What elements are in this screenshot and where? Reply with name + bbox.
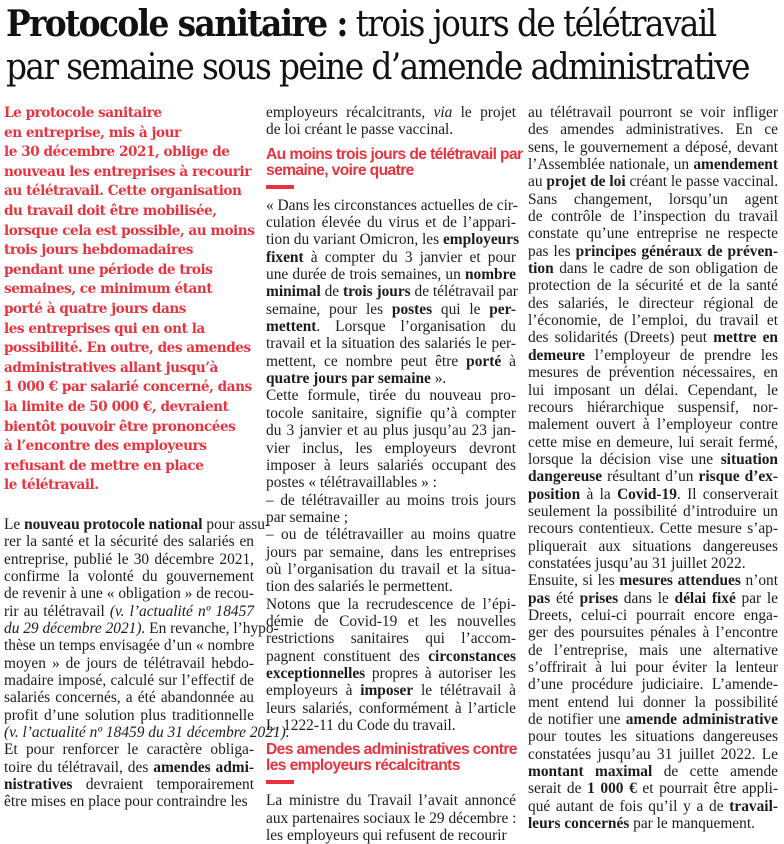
text: dans le cadre de son obligation de <box>553 260 778 278</box>
text: sens, le gouvernement a déposé, devant <box>528 138 778 156</box>
title-line-2: par semaine sous peine d’amende administrative <box>6 45 749 88</box>
text: vier inclus, les employeurs devront <box>266 439 516 457</box>
text: madaire imposé, calculé sur l’effectif de <box>4 671 254 689</box>
text: employeurs récalcitrants, <box>266 104 434 121</box>
text: profit d’une solution plus traditionnelle <box>4 706 254 724</box>
text: de cette amende <box>652 763 778 781</box>
text-line <box>528 451 778 468</box>
bold-text: minimal <box>266 283 321 301</box>
bold-text: amendes admi- <box>153 758 254 776</box>
text: et pourrait être appli- <box>636 780 778 798</box>
text-line <box>528 312 778 329</box>
bold-text: mesures attendues <box>619 572 741 590</box>
text-line <box>266 335 516 352</box>
bold-text: travail- <box>729 797 778 815</box>
text: rir au télétravail <box>4 602 110 620</box>
text-line <box>4 637 254 654</box>
text: malement ouvert à l’employeur contre <box>528 416 778 434</box>
text: l’économie, de l’emploi, du travail et <box>528 312 778 330</box>
text-line <box>4 533 254 550</box>
text-line <box>266 457 516 474</box>
bold-text: principes généraux de préven- <box>575 242 778 260</box>
text: pas les <box>528 242 576 260</box>
text-line: trois jours hebdomadaires <box>4 242 193 259</box>
text-line <box>528 260 778 277</box>
text-line <box>4 568 254 585</box>
text: démie de Covid-19 et les nouvelles <box>266 612 516 630</box>
bold-text: montant maximal <box>528 763 653 781</box>
text-line: la limite de 50 000 €, devraient <box>4 398 229 415</box>
column-1-body <box>4 515 290 811</box>
text-line <box>4 619 279 637</box>
text: dans le <box>618 589 675 607</box>
text: des amendes administratives. En ce <box>528 121 778 139</box>
text-line: 1 000 € par salarié concerné, dans <box>4 379 252 396</box>
text-line <box>4 741 254 758</box>
text-line <box>266 578 516 595</box>
column-2-middle <box>266 196 520 735</box>
text-line <box>266 544 516 561</box>
italic-text: (v. l’actualité nº 18457 <box>109 602 254 620</box>
bold-text: mettent <box>266 318 317 336</box>
text-line <box>266 104 516 121</box>
text: l’employeur de prendre les <box>585 346 778 364</box>
column-3 <box>528 104 778 832</box>
section-heading-2 <box>266 742 516 774</box>
text-line <box>528 780 778 797</box>
column-3-body <box>528 104 778 832</box>
bold-text: projet de loi <box>546 173 626 191</box>
bold-text: mettre en <box>713 329 778 347</box>
bold-text: quatre jours par semaine <box>266 370 431 388</box>
text-line <box>528 815 778 832</box>
text-line <box>4 707 254 724</box>
text-line <box>266 405 516 422</box>
bold-text: amendement <box>693 156 778 174</box>
text: ger des poursuites pénales à l’encontre <box>528 624 778 642</box>
text-line <box>266 526 516 543</box>
text: par le <box>735 589 778 607</box>
text-line <box>266 266 516 283</box>
text-line <box>266 561 516 578</box>
text: confirme la volonté du gouvernement <box>4 567 254 585</box>
text: créant le passe vaccinal. <box>625 173 779 191</box>
text: par le manquement. <box>629 815 755 833</box>
text-line: pendant une période de trois <box>4 261 213 278</box>
text-line <box>266 792 516 809</box>
text: où l’organisation du travail et la situa- <box>266 560 516 578</box>
text: . Il conserverait <box>676 485 778 503</box>
text-line <box>266 665 516 682</box>
text: de <box>320 283 343 301</box>
text-line: nouveau les entreprises à recourir <box>4 163 251 180</box>
text-line <box>4 585 254 602</box>
text: de revenir à une « obligation » de recou- <box>4 585 254 603</box>
text-line <box>4 689 254 706</box>
bold-text: situation <box>720 450 778 468</box>
text: entreprise, publié le 30 décembre 2021, <box>4 550 254 568</box>
bold-text: leurs concernés <box>528 815 630 833</box>
bold-text: trois jours <box>342 283 411 301</box>
bold-text: per- <box>489 300 516 318</box>
bold-text: pas <box>528 589 551 607</box>
lead-paragraph <box>4 104 254 496</box>
text-line <box>528 624 778 641</box>
text: ». <box>430 370 447 388</box>
text: Notons que la recrudescence de l’épi- <box>266 595 516 613</box>
text-line <box>528 225 778 242</box>
bold-text: nombre <box>464 266 516 284</box>
text-line <box>528 659 778 676</box>
text: s’offrirait à lui pour éviter la lenteur <box>528 659 778 676</box>
text-line <box>528 277 778 294</box>
text-line <box>528 416 778 433</box>
text-line <box>528 520 778 537</box>
text: culation élevée du virus et de l’appari- <box>266 214 516 232</box>
text: leurs salariés, conformément à l’article <box>266 699 516 717</box>
text: des solidarités (Dreets) peut <box>528 329 714 347</box>
text-line <box>4 551 254 568</box>
text: semaine, pour les <box>266 300 392 318</box>
text: salariés concernés, a été abandonnée au <box>4 689 254 707</box>
bold-text: employeurs <box>442 231 520 249</box>
text-line: Des amendes administratives contre <box>266 741 517 759</box>
text-line <box>4 776 254 793</box>
text: devraient temporairement <box>72 776 254 794</box>
text: le télétravail à <box>413 682 516 700</box>
text: Dreets, celui-ci pourrait encore enga- <box>528 606 778 624</box>
text-line: administratives allant jusqu’à <box>4 359 218 376</box>
text-line <box>4 672 254 689</box>
text-line <box>266 197 516 214</box>
text-line: les employeurs récalcitrants <box>266 757 460 775</box>
text: le projet <box>452 104 516 121</box>
text: pliquerait aux situations dangereuses <box>528 537 778 555</box>
text: pour assu- <box>202 515 271 533</box>
text-line <box>528 347 778 364</box>
italic-text: du 29 décembre 2021). <box>4 619 146 637</box>
text: toire du télétravail, des <box>4 758 154 776</box>
text: de l’entreprise, mais une alternative <box>528 641 778 659</box>
text: pagnent constituent des <box>266 647 429 665</box>
text: mettent, ce nombre peut être <box>266 352 467 370</box>
title-line-1 <box>6 2 782 45</box>
text-line <box>4 724 290 741</box>
text-line <box>528 676 778 693</box>
text-line <box>528 468 778 485</box>
text-line: au télétravail. Cette organisation <box>4 183 242 200</box>
text: de contrôle de l’inspection du travail <box>528 208 778 226</box>
text: une durée de trois semaines, un <box>266 266 465 284</box>
text-line <box>528 711 778 728</box>
column-2-top <box>266 104 516 139</box>
bold-text: imposer <box>360 682 414 700</box>
text-line: les entreprises qui en ont la <box>4 320 205 337</box>
text: serait de <box>528 780 588 798</box>
text: propres à autoriser les <box>365 664 516 682</box>
text: postes « télétravaillables » : <box>266 474 437 492</box>
text-line <box>528 329 778 346</box>
text-line <box>266 596 516 613</box>
text-line: le 30 décembre 2021, oblige de <box>4 144 230 161</box>
text-line <box>528 798 778 815</box>
text-line: Au moins trois jours de télétravail par <box>266 145 523 163</box>
text-line <box>528 121 778 138</box>
bold-text: prises <box>579 589 619 607</box>
text-line <box>528 607 778 624</box>
text: En revanche, l’hypo- <box>145 619 279 637</box>
text: au <box>528 173 547 191</box>
text-line <box>528 208 778 225</box>
text-line <box>266 682 516 699</box>
italic-text: via <box>433 104 453 121</box>
text: jours par semaine, dans les entreprises <box>266 543 516 561</box>
text: de loi créant le passe vaccinal. <box>266 121 454 139</box>
text: L. 1222-11 du Code du travail. <box>266 717 456 734</box>
text-line <box>528 382 778 399</box>
text-line <box>266 231 520 249</box>
bold-text: demeure <box>528 346 585 364</box>
text-line <box>266 121 516 138</box>
text-line <box>4 793 254 810</box>
italic-text: (v. l’actualité nº 18459 du 31 décembre 2021). <box>4 724 290 741</box>
text-line: du travail doit être mobilisée, <box>4 202 217 219</box>
text: recours hiérarchique suspensif, nor- <box>528 398 778 416</box>
text-line <box>528 156 778 173</box>
text: résultant d’un <box>602 468 699 486</box>
text: lorsque la décision vise une <box>528 450 721 468</box>
text-line: semaine, voire quatre <box>266 161 414 179</box>
text-line <box>266 387 516 404</box>
heading-underline-bar <box>266 780 294 784</box>
text: qué autant de fois qu’il y a de <box>528 797 730 815</box>
text-line <box>4 655 254 672</box>
text-line: semaines, ce minimum étant <box>4 281 213 298</box>
text-line <box>528 486 778 503</box>
text: à la <box>580 485 618 503</box>
bold-text: tion <box>528 260 554 278</box>
title-bold: Protocole sanitaire : <box>6 2 347 45</box>
text-line <box>528 364 778 381</box>
text: travail et la situation des salariés le per- <box>266 335 516 353</box>
text: de notifier une <box>528 711 626 729</box>
text: employeurs à <box>266 682 361 700</box>
text-line: possibilité. En outre, des amendes <box>4 340 251 357</box>
text: par semaine ; <box>266 508 349 526</box>
text: être mises en place pour contraindre les <box>4 793 248 811</box>
text-line <box>528 104 778 121</box>
text-line <box>528 746 778 763</box>
text: lui imposant un délai. Cependant, le <box>528 381 778 399</box>
text-line: bientôt pouvoir être prononcées <box>4 418 236 435</box>
text: protection de la sécurité et de la santé <box>528 277 778 295</box>
text-line: refusant de mettre en place <box>4 457 204 474</box>
text: les employeurs qui refusent de recourir <box>266 827 507 844</box>
bold-text: 1 000 € <box>587 780 637 798</box>
text: qui le <box>432 300 490 318</box>
text-line <box>528 728 778 745</box>
text-line <box>4 603 254 620</box>
text-line <box>266 810 516 827</box>
text: rer la santé et la sécurité des salariés en <box>4 533 254 551</box>
text: – ou de télétravailler au moins quatre <box>266 526 516 544</box>
heading-underline-bar <box>266 185 294 189</box>
column-2 <box>266 104 523 844</box>
text-line <box>266 630 516 647</box>
text-line <box>4 515 271 533</box>
text: La ministre du Travail l’avait annoncé <box>266 792 516 810</box>
section-heading-1 <box>266 145 523 179</box>
text-line <box>266 648 516 665</box>
text: ment entend lui donner la possibilité <box>528 693 778 711</box>
text-line <box>266 370 516 387</box>
text: de télétravail par <box>410 283 518 301</box>
text-line <box>528 590 778 607</box>
text-line <box>266 717 516 734</box>
bold-text: porté <box>466 352 502 370</box>
text: constate qu’une entreprise ne respecte <box>528 225 778 243</box>
text: pour toutes les situations dangereuses <box>528 728 778 746</box>
text-line <box>266 318 516 335</box>
text-line <box>266 283 516 300</box>
text-line <box>266 827 516 844</box>
text-line <box>528 295 778 312</box>
text-line <box>266 509 516 526</box>
bold-text: nistratives <box>4 776 73 794</box>
text-line <box>528 173 778 190</box>
text: des salariés, le directeur régional de <box>528 294 778 312</box>
text-line <box>4 759 254 776</box>
text-line <box>528 555 778 572</box>
text-line <box>528 572 778 589</box>
text: Cette formule, tirée du nouveau pro- <box>266 387 516 405</box>
article-title <box>6 2 782 88</box>
text: . Lorsque l’organisation du <box>316 318 516 336</box>
text: mesures de prévention nécessaires, en <box>528 364 778 382</box>
title-line1-rest: trois jours de télétravail <box>346 2 716 45</box>
text: à compter du 3 janvier et pour <box>303 248 516 266</box>
text: du 3 janvier et au plus jusqu’au 23 jan- <box>266 422 516 440</box>
text-line <box>528 191 778 208</box>
text-line <box>266 214 516 231</box>
text-line <box>528 538 778 555</box>
text: cette mise en demeure, lui serait fermé, <box>528 433 778 451</box>
text: « Dans les circonstances actuelles de cir- <box>266 196 518 214</box>
bold-text: fixent <box>266 248 304 266</box>
text-line <box>266 440 516 457</box>
column-2-bottom <box>266 792 516 844</box>
text-line <box>528 243 778 260</box>
text: Et pour renforcer le caractère obliga- <box>4 741 254 759</box>
text-line <box>266 700 516 717</box>
text: l’Assemblée nationale, un <box>528 156 694 174</box>
text: thèse un temps envisagée d’un « nombre <box>4 637 255 655</box>
text: Ensuite, si les <box>528 572 620 590</box>
text-line <box>528 139 778 156</box>
text-line: en entreprise, mis à jour <box>4 124 181 141</box>
bold-text: délai fixé <box>674 589 736 607</box>
text: été <box>550 589 580 607</box>
text-line: à l’encontre des employeurs <box>4 438 207 455</box>
text-line <box>266 422 516 439</box>
text-line <box>528 763 778 780</box>
text-line <box>266 474 516 491</box>
text: – de télétravailler au moins trois jours <box>266 491 516 509</box>
text: constatées jusqu’au 31 juillet 2022. <box>528 554 746 572</box>
text: tocole sanitaire, signifie qu’à compter <box>266 404 516 422</box>
text: aux partenaires sociaux le 29 décembre : <box>266 809 517 827</box>
text-line: le télétravail. <box>4 477 99 494</box>
text: tion des salariés le permettent. <box>266 578 453 596</box>
bold-text: nouveau protocole national <box>24 515 203 533</box>
bold-text: exceptionnelles <box>266 664 366 682</box>
bold-text: Covid-19 <box>617 485 677 503</box>
bold-text: postes <box>391 300 433 318</box>
text: recours contentieux. Cette mesure s’ap- <box>528 520 778 538</box>
text-line <box>266 613 516 630</box>
text-line: Le protocole sanitaire <box>4 105 162 121</box>
text: Sans changement, lorsqu’un agent <box>528 190 778 208</box>
text-line <box>528 694 778 711</box>
text: tion du variant Omicron, les <box>266 231 443 249</box>
bold-text: risque d’ex- <box>698 468 779 486</box>
text: au télétravail pourront se voir infliger <box>528 104 778 121</box>
text-line <box>266 353 516 370</box>
text-line <box>528 399 778 416</box>
text: d’une procédure judiciaire. L’amende- <box>528 676 778 694</box>
bold-text: dangereuse <box>528 468 603 486</box>
text: seulement la possibilité d’introduire un <box>528 502 778 520</box>
text-line <box>528 503 778 520</box>
text: imposer à leurs salariés occupant des <box>266 456 516 474</box>
text-line <box>266 249 516 266</box>
text: Le <box>4 515 25 533</box>
text: constatées jusqu’au 31 juillet 2022. Le <box>528 745 778 763</box>
bold-text: amende administrative <box>625 711 778 729</box>
text: n’ont <box>740 572 779 590</box>
text: à <box>501 352 516 370</box>
text: restrictions sanitaires qui l’accom- <box>266 630 516 648</box>
bold-text: circonstances <box>428 647 516 665</box>
text: moyen » de jours de télétravail hebdo- <box>4 654 254 672</box>
text-line <box>266 301 516 318</box>
bold-text: position <box>528 485 581 503</box>
text-line <box>528 642 778 659</box>
text-line <box>266 492 516 509</box>
text-line: lorsque cela est possible, au moins <box>4 222 255 239</box>
text-line: porté à quatre jours dans <box>4 300 186 317</box>
text-line <box>528 434 778 451</box>
